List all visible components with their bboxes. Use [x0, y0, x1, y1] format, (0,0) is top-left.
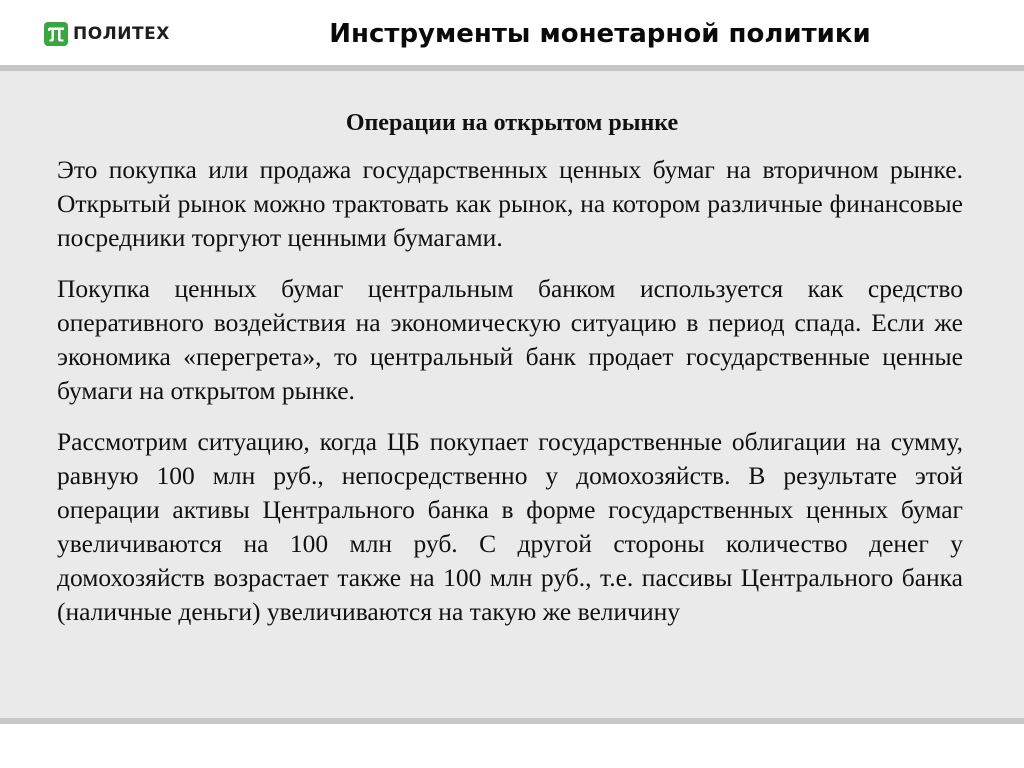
slide-header — [0, 0, 1024, 66]
bottom-divider — [0, 718, 1024, 724]
paragraph-definition: Это покупка или продажа государственных ценных бумаг на вторичном рынке. Открытый рынок можно трактовать как рынок, на котором различные финансовые посредники торгуют ценными бумагами. — [57, 155, 963, 252]
body-text — [57, 153, 963, 646]
logo-text: ПОЛИТЕХ — [73, 24, 170, 44]
slide-title: Инструменты монетарной политики — [329, 19, 871, 49]
politech-logo — [44, 21, 170, 47]
pi-icon — [44, 22, 68, 46]
paragraph-purpose: Покупка ценных бумаг центральным банком используется как средство оперативного воздействия на экономическую ситуацию в период спада. Если же экономика «перегрета», то центральный банк продает государственные ценные бумаги на открытом рынке. — [57, 274, 963, 405]
section-heading: Операции на открытом рынке — [345, 110, 679, 136]
paragraph-example: Рассмотрим ситуацию, когда ЦБ покупает государственные облигации на сумму, равную 100 млн руб., непосредственно у домохозяйств. В результате этой операции активы Центрального банка в форме государственных ценных бумаг увеличиваются на 100 млн руб. С другой стороны количество денег у домохозяйств возрастает также на 100 млн руб., т.е. пассивы Центрального банка (наличные деньги) увеличиваются на такую же величину — [57, 427, 963, 626]
